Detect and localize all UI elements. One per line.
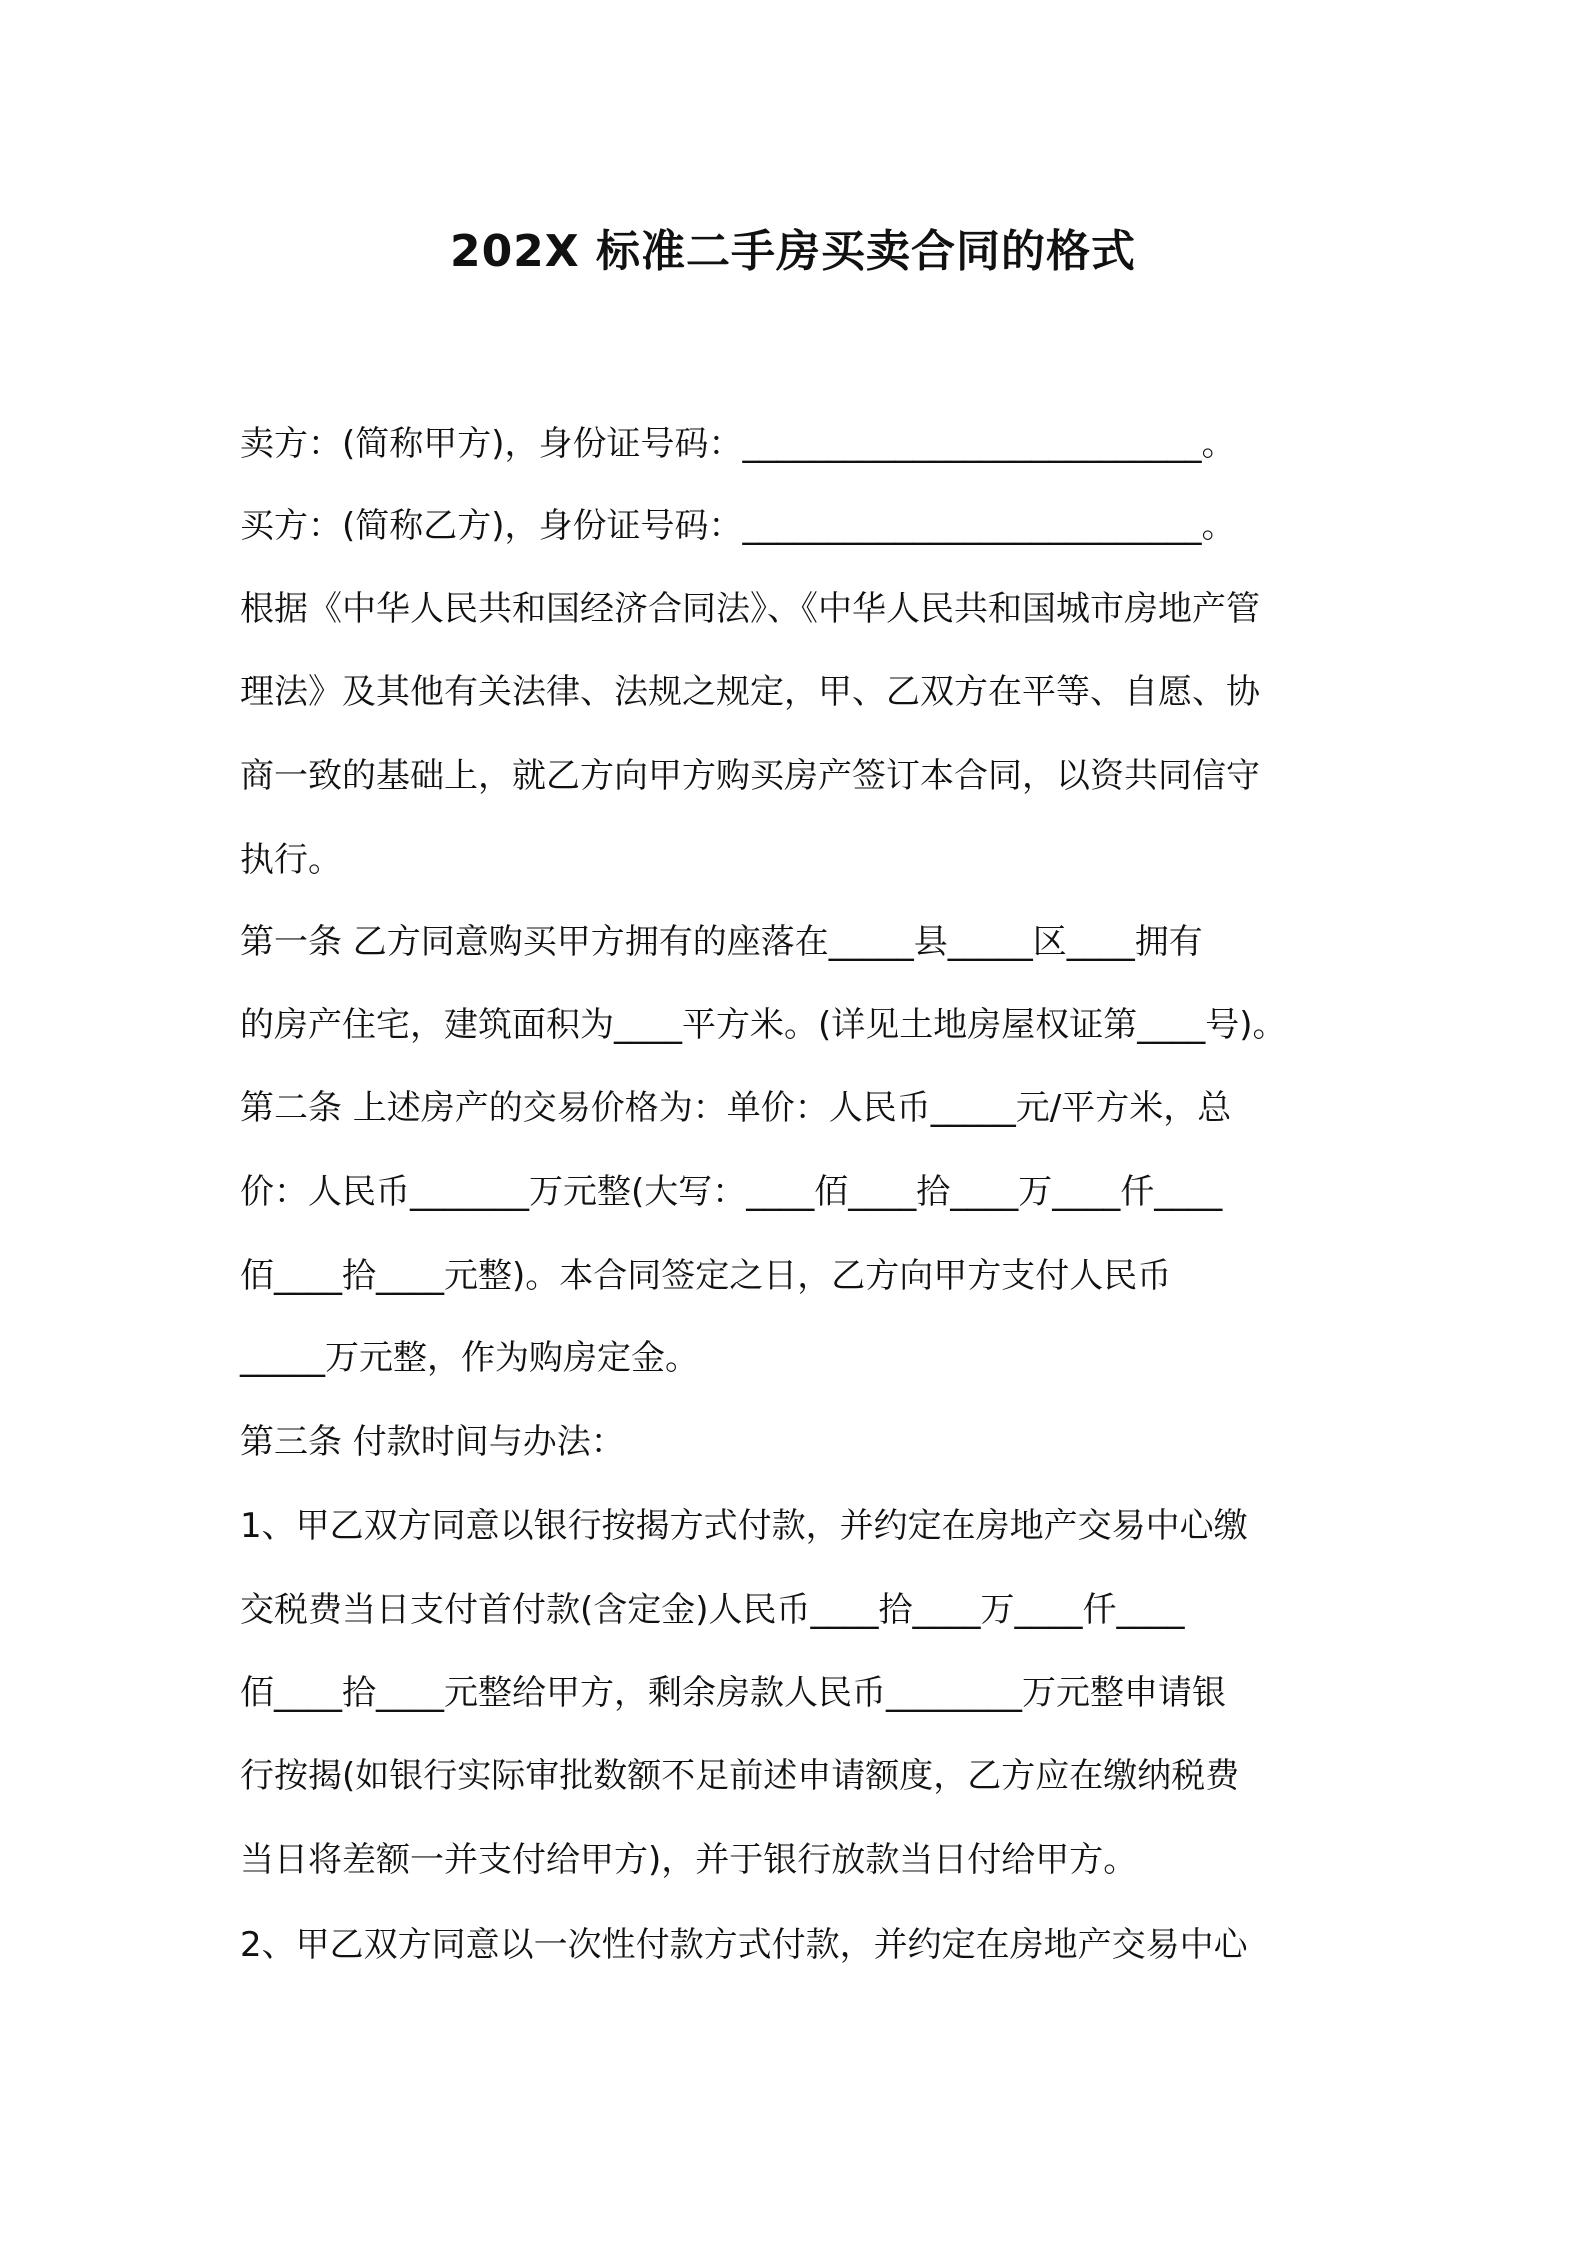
- document-title: 202X 标准二手房买卖合同的格式: [449, 226, 1137, 277]
- buyer-line: 买方：(简称乙方)，身份证号码：___________________________。: [240, 506, 1236, 546]
- article-2-line-2: 价：人民币_______万元整(大写：____佰____拾____万____仟____: [240, 1172, 1223, 1212]
- article-2-line-4: _____万元整，作为购房定金。: [240, 1338, 699, 1378]
- preamble-line-1: 根据《中华人民共和国经济合同法》、《中华人民共和国城市房地产管: [240, 589, 1260, 629]
- preamble-line-4: 执行。: [240, 840, 342, 880]
- clause-2-line-1: 2、甲乙双方同意以一次性付款方式付款，并约定在房地产交易中心: [240, 1925, 1248, 1965]
- article-2-line-3: 佰____拾____元整)。本合同签定之日，乙方向甲方支付人民币: [240, 1256, 1172, 1296]
- clause-1-line-4: 行按揭(如银行实际审批数额不足前述申请额度，乙方应在缴纳税费: [240, 1756, 1240, 1796]
- clause-1-line-1: 1、甲乙双方同意以银行按揭方式付款，并约定在房地产交易中心缴: [240, 1506, 1248, 1546]
- article-1-line-2: 的房产住宅，建筑面积为____平方米。(详见土地房屋权证第____号)。: [240, 1005, 1287, 1045]
- preamble-line-2: 理法》及其他有关法律、法规之规定，甲、乙双方在平等、自愿、协: [240, 672, 1260, 712]
- article-3-heading: 第三条 付款时间与办法：: [240, 1422, 625, 1462]
- article-2-line-1: 第二条 上述房产的交易价格为：单价：人民币_____元/平方米，总: [240, 1088, 1232, 1128]
- clause-1-line-3: 佰____拾____元整给甲方，剩余房款人民币________万元整申请银: [240, 1673, 1226, 1713]
- article-1-line-1: 第一条 乙方同意购买甲方拥有的座落在_____县_____区____拥有: [240, 922, 1203, 962]
- clause-1-line-5: 当日将差额一并支付给甲方)，并于银行放款当日付给甲方。: [240, 1840, 1138, 1880]
- clause-1-line-2: 交税费当日支付首付款(含定金)人民币____拾____万____仟____: [240, 1590, 1185, 1630]
- preamble-line-3: 商一致的基础上，就乙方向甲方购买房产签订本合同，以资共同信守: [240, 756, 1260, 796]
- seller-line: 卖方：(简称甲方)，身份证号码：___________________________。: [240, 424, 1236, 464]
